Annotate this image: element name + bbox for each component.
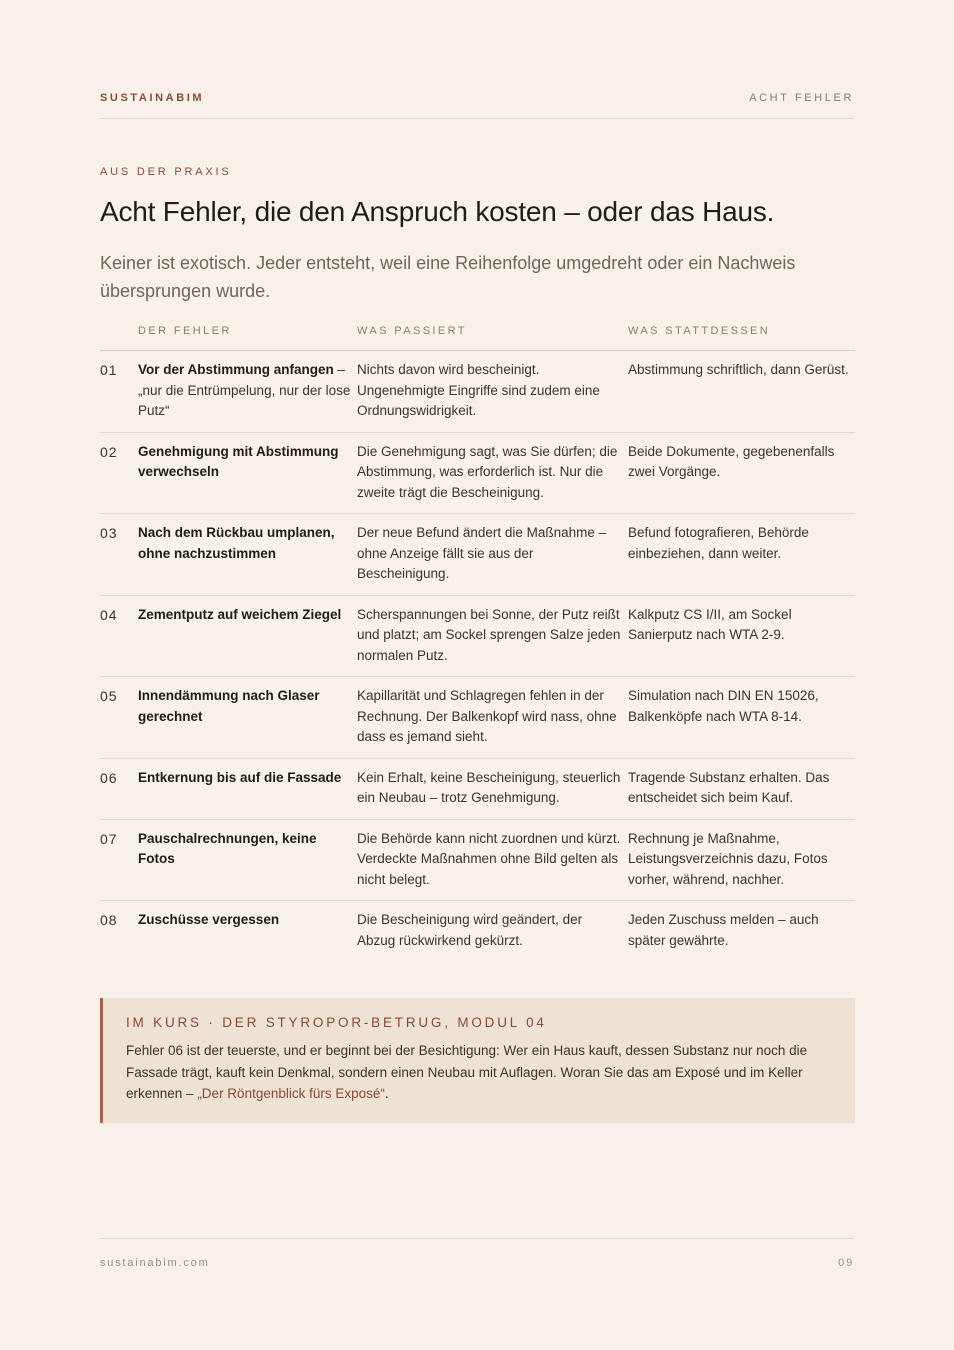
header-instead: WAS STATTDESSEN (628, 322, 855, 351)
running-section-title: ACHT FEHLER (749, 92, 854, 104)
table-row (100, 514, 855, 596)
row-number: 04 (100, 595, 138, 677)
row-happens: Die Behörde kann nicht zuordnen und kürzt. Verdeckte Maßnahmen ohne Bild gelten als nicht belegt. (357, 819, 628, 901)
row-happens: Kapillarität und Schlagregen fehlen in der Rechnung. Der Balkenkopf wird nass, ohne dass es jemand sieht. (357, 677, 628, 759)
page-footer (100, 1238, 854, 1269)
row-instead: Rechnung je Maßnahme, Leistungsverzeichnis dazu, Fotos vorher, während, nachher. (628, 819, 855, 901)
table-row (100, 758, 855, 819)
row-happens: Die Genehmigung sagt, was Sie dürfen; die Abstimmung, was erforderlich ist. Nur die zweite trägt die Bescheinigung. (357, 432, 628, 514)
row-error (138, 351, 357, 433)
header-happens: WAS PASSIERT (357, 322, 628, 351)
table-row (100, 677, 855, 759)
row-number: 08 (100, 912, 118, 928)
header-number (100, 322, 138, 351)
row-happens: Der neue Befund ändert die Maßnahme – ohne Anzeige fällt sie aus der Bescheinigung. (357, 514, 628, 596)
row-instead: Jeden Zuschuss melden – auch später gewährte. (628, 912, 819, 948)
row-number: 05 (100, 677, 138, 759)
page-number: 09 (838, 1257, 854, 1269)
row-error: Zuschüsse vergessen (138, 912, 280, 927)
brand-name: SUSTAINABIM (100, 92, 205, 104)
row-error: Zementputz auf weichem Ziegel (138, 595, 357, 677)
row-number: 02 (100, 432, 138, 514)
row-instead: Simulation nach DIN EN 15026, Balkenköpfe nach WTA 8-14. (628, 677, 855, 759)
callout-text (126, 1040, 833, 1105)
table-row (100, 432, 855, 514)
row-error: Pauschalrechnungen, keine Fotos (138, 819, 357, 901)
page-header (100, 92, 854, 119)
table-row (100, 595, 855, 677)
table-row (100, 901, 855, 962)
row-error: Nach dem Rückbau umplanen, ohne nachzustimmen (138, 514, 357, 596)
callout-body: Fehler 06 ist der teuerste, und er beginnt bei der Besichtigung: Wer ein Haus kauft, dessen Substanz nur noch die Fassade trägt, kauft kein Denkmal, sondern einen Neubau mit Auflagen. Woran Sie das am Exposé und im Keller erkennen – (126, 1043, 808, 1101)
row-number: 01 (100, 351, 138, 433)
section-kicker: AUS DER PRAXIS (100, 166, 232, 178)
row-error-note: – „nur die Entrümpelung, nur der lose Putz“ (138, 362, 351, 418)
table-header-row (100, 322, 855, 351)
row-happens: Die Bescheinigung wird geändert, der Abzug rückwirkend gekürzt. (357, 912, 583, 948)
row-instead: Kalkputz CS I/II, am Sockel Sanierputz nach WTA 2-9. (628, 595, 855, 677)
row-happens: Kein Erhalt, keine Bescheinigung, steuerlich ein Neubau – trotz Genehmigung. (357, 758, 628, 819)
row-instead: Tragende Substanz erhalten. Das entscheidet sich beim Kauf. (628, 758, 855, 819)
table-row (100, 351, 855, 433)
row-instead: Abstimmung schriftlich, dann Gerüst. (628, 351, 855, 433)
row-instead: Befund fotografieren, Behörde einbeziehen, dann weiter. (628, 514, 855, 596)
row-happens: Nichts davon wird bescheinigt. Ungenehmigte Eingriffe sind zudem eine Ordnungswidrigkeit. (357, 351, 628, 433)
expose-module-link[interactable]: „Der Röntgenblick fürs Exposé“ (197, 1086, 385, 1101)
table-row (100, 819, 855, 901)
row-happens: Scherspannungen bei Sonne, der Putz reißt und platzt; am Sockel sprengen Salze jeden normalen Putz. (357, 595, 628, 677)
lede-paragraph: Keiner ist exotisch. Jeder entsteht, weil eine Reihenfolge umgedreht oder ein Nachweis übersprungen wurde. (100, 253, 796, 301)
callout-end: . (384, 1086, 389, 1101)
row-error-title: Vor der Abstimmung anfangen (138, 362, 334, 377)
row-number: 07 (100, 819, 138, 901)
page-title: Acht Fehler, die den Anspruch kosten – oder das Haus. (100, 196, 775, 227)
course-callout (100, 998, 855, 1123)
row-error: Entkernung bis auf die Fassade (138, 758, 357, 819)
callout-label: IM KURS · DER STYROPOR-BETRUG, MODUL 04 (126, 1015, 547, 1030)
row-error: Genehmigung mit Abstimmung verwechseln (138, 432, 357, 514)
header-error: DER FEHLER (138, 322, 357, 351)
row-number: 03 (100, 514, 138, 596)
row-error: Innendämmung nach Glaser gerechnet (138, 677, 357, 759)
footer-url[interactable]: sustainabim.com (100, 1257, 210, 1269)
mistakes-table (100, 322, 855, 961)
row-instead: Beide Dokumente, gegebenenfalls zwei Vorgänge. (628, 432, 855, 514)
row-number: 06 (100, 758, 138, 819)
